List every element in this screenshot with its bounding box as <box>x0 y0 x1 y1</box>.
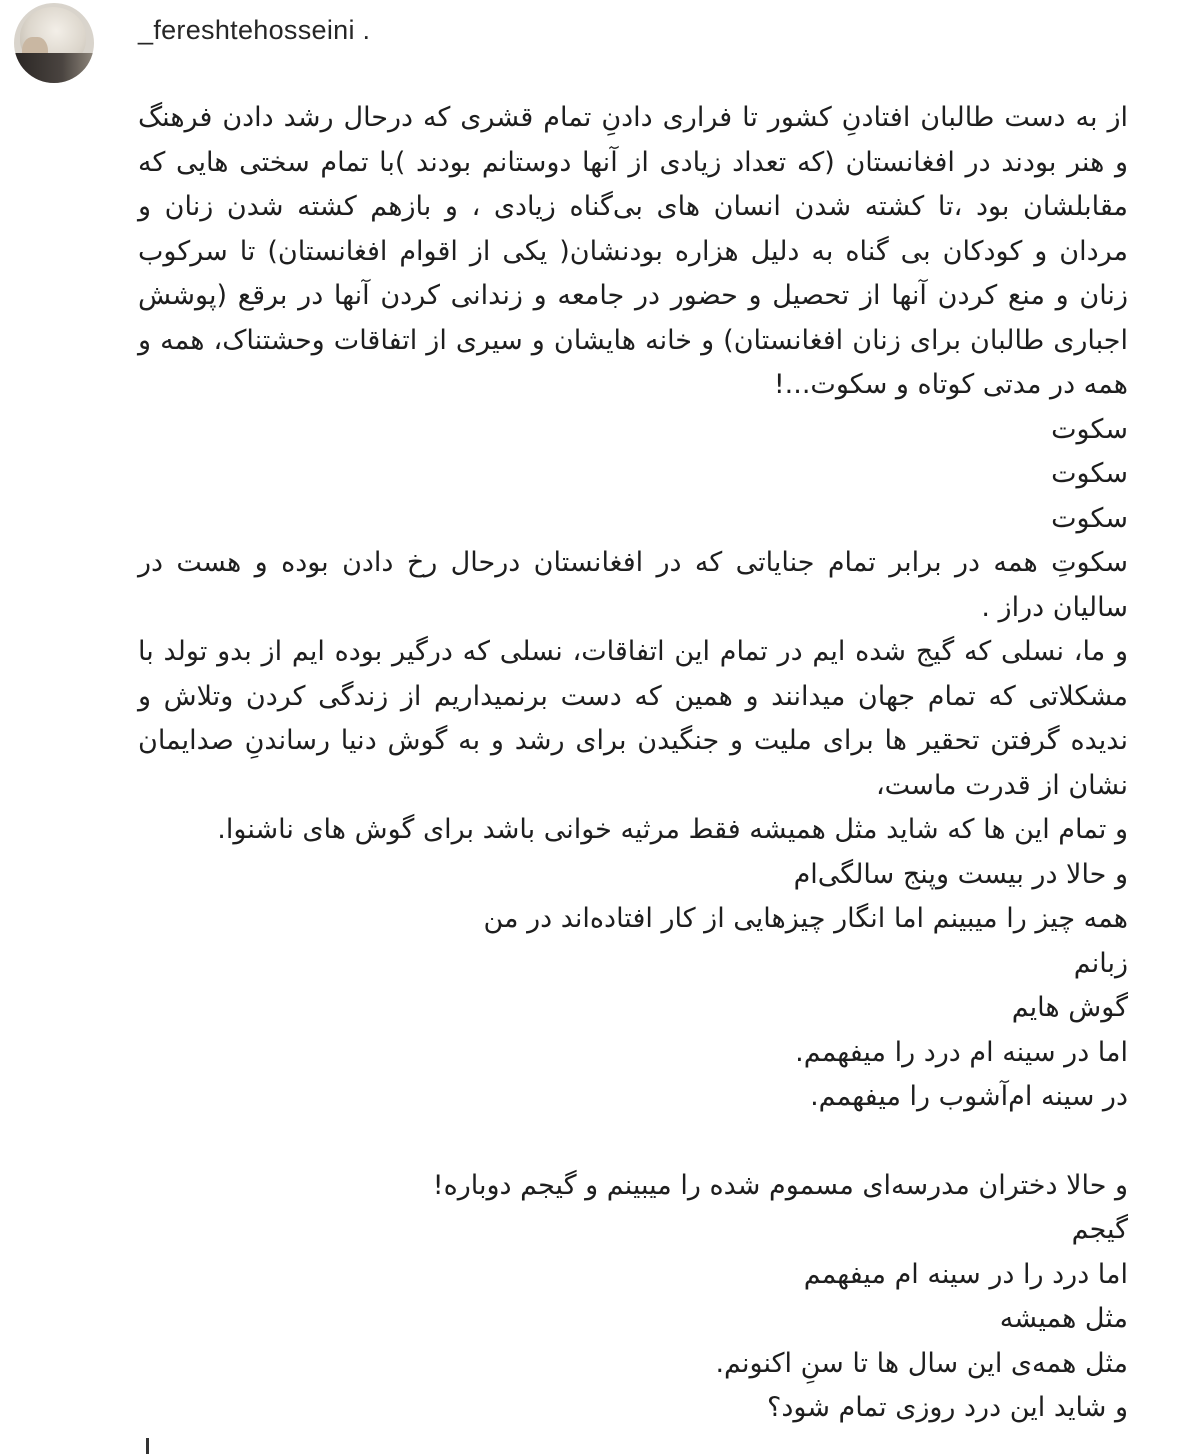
avatar[interactable] <box>14 3 94 83</box>
caption-line: زبانم <box>1073 947 1128 979</box>
caption-line: و شاید این درد روزی تمام شود؟ <box>767 1392 1128 1423</box>
caption-line: همه چیز را میبینم اما انگار چیزهایی از کار افتاده‌اند در من <box>483 903 1128 934</box>
caption-line: در سینه ام‌آشوب را میفهمم. <box>810 1081 1128 1112</box>
caption-line: گیجم <box>1071 1214 1128 1245</box>
caption-line: و تمام این ها که شاید مثل همیشه فقط مرثیه خوانی باشد برای گوش های ناشنوا. <box>217 814 1128 845</box>
caption-line: مثل همه‌ی این سال ها تا سنِ اکنونم. <box>715 1347 1128 1379</box>
caption-line: سکوت <box>1051 413 1128 445</box>
caption-line: گوش هایم <box>1011 992 1128 1023</box>
username[interactable]: _fereshtehosseini . <box>138 15 371 45</box>
post-header <box>14 3 370 85</box>
caption-line: سکوت <box>1051 458 1128 489</box>
caption-blank-line <box>138 1120 1128 1164</box>
caption-line: و حالا دختران مدرسه‌ای مسموم شده را میبینم و گیجم دوباره! <box>432 1169 1128 1201</box>
caption-line: اما در سینه ام درد را میفهمم. <box>795 1036 1128 1068</box>
caption-paragraph-1: از به دست طالبان افتادنِ کشور تا فراری دادنِ تمام قشری که درحال رشد دادن فرهنگ و هنر بودند در افغانستان (که تعداد زیادی از آنها دوستانم بودند )با تمام سختی هایی که مقابلشان بود ،تا کشته شدن انسان های بی‌گناه زیادی ، و بازهم کشته شدن زنان و مردان و کودکان بی گناه به دلیل هزاره بودنشان( یکی از اقوام افغانستان) تا سرکوب زنان و منع کردن آنها از تحصیل و حضور در جامعه و زندانی کردن آنها در برقع (پوشش اجباری طالبان برای زنان افغانستان) و خانه هایشان و سیری از اتفاقات وحشتناک، همه و همه در مدتی کوتاه و سکوت...! <box>138 102 1128 400</box>
caption-line: مثل همیشه <box>999 1303 1128 1334</box>
caption-line: اما درد را در سینه ام میفهمم <box>803 1258 1128 1290</box>
caption-line: سکوت <box>1051 502 1128 534</box>
caption-paragraph-2: سکوتِ همه در برابر تمام جنایاتی که در افغانستان درحال رخ دادن بوده و هست در سالیان دراز . <box>138 547 1128 623</box>
text-cutoff-mark <box>146 1438 149 1454</box>
caption-paragraph-3: و ما، نسلی که گیج شده ایم در تمام این اتفاقات، نسلی که درگیر بوده ایم از بدو تولد با مشکلاتی که تمام جهان میدانند و همین که دست برنمیداریم از زندگی کردن وتلاش و ندیده گرفتن تحقیر ها برای ملیت و جنگیدن برای رشد و به گوش دنیا رساندنِ صدایمان نشان از قدرت ماست، <box>138 636 1128 801</box>
post-caption <box>138 96 1128 1431</box>
caption-line: و حالا در بیست وپنج سالگی‌ام <box>793 858 1128 890</box>
